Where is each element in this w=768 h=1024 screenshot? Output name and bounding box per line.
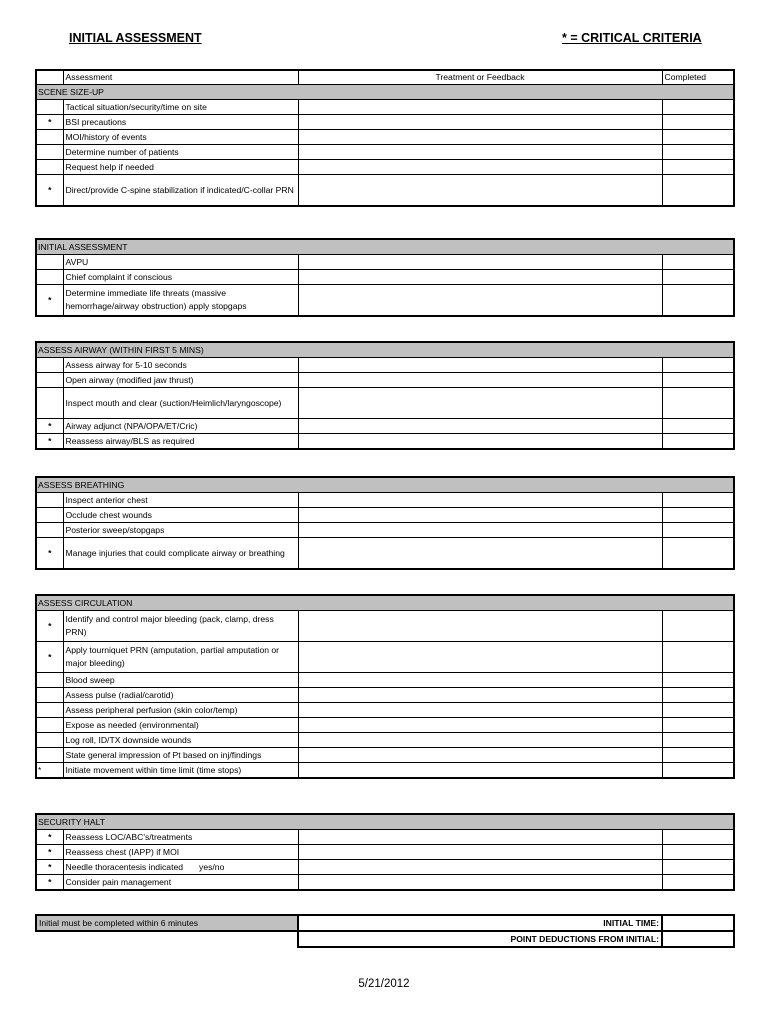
assessment-item-text: Assess peripheral perfusion (skin color/temp) [65,704,238,715]
table-row [36,493,734,508]
treatment-feedback-cell[interactable] [298,703,662,718]
critical-mark: * [36,285,63,317]
completed-cell[interactable] [662,270,734,285]
critical-mark [36,358,63,373]
critical-mark [36,508,63,523]
table-row [36,285,734,317]
point-deductions-label: POINT DEDUCTIONS FROM INITIAL: [298,931,662,947]
critical-mark: * [36,860,63,875]
assessment-item [63,145,298,160]
table-row [36,270,734,285]
completed-cell[interactable] [662,538,734,570]
assessment-item [63,688,298,703]
treatment-feedback-cell[interactable] [298,115,662,130]
assessment-item-text: Airway adjunct (NPA/OPA/ET/Cric) [65,420,198,431]
assessment-item [63,763,298,779]
critical-mark: * [36,830,63,845]
completed-cell[interactable] [662,508,734,523]
assessment-column-header: Assessment [63,70,298,85]
treatment-feedback-cell[interactable] [298,830,662,845]
critical-mark [36,733,63,748]
treatment-feedback-cell[interactable] [298,538,662,570]
assessment-item [63,493,298,508]
footer-table [35,914,735,948]
initial-time-label: INITIAL TIME: [298,915,662,931]
section-title: ASSESS BREATHING [36,477,734,493]
completed-cell[interactable] [662,115,734,130]
treatment-feedback-cell[interactable] [298,100,662,115]
assessment-item-text: Request help if needed [65,161,154,172]
initial-time-field[interactable] [662,915,734,931]
table-row [36,388,734,419]
assessment-item-text: Determine number of patients [65,146,179,157]
section-header-row [36,814,734,830]
completed-cell[interactable] [662,493,734,508]
critical-mark: * [36,763,63,779]
critical-mark [36,673,63,688]
assessment-item [63,845,298,860]
assessment-item-text: Assess pulse (radial/carotid) [65,689,174,700]
treatment-feedback-cell[interactable] [298,145,662,160]
table-row [36,875,734,891]
critical-mark: * [36,611,63,642]
assessment-item-text: Determine immediate life threats (massive hemorrhage/airway obstruction) apply stopgaps [65,288,247,311]
assessment-item [63,875,298,891]
table-row [36,538,734,570]
section-header-row [36,595,734,611]
table-row [36,860,734,875]
table-row [36,419,734,434]
table-row [36,434,734,450]
table-row [36,733,734,748]
assessment-item [63,718,298,733]
assessment-item-text: Inspect mouth and clear (suction/Heimlich/laryngoscope) [65,397,282,408]
completed-cell[interactable] [662,145,734,160]
scene-size-up-table [35,69,735,207]
assessment-item-text: Consider pain management [65,876,172,887]
treatment-feedback-cell[interactable] [298,358,662,373]
assessment-item-text: Log roll, ID/TX downside wounds [65,734,192,745]
completed-cell[interactable] [662,358,734,373]
yes-no-option[interactable]: yes/no [199,861,225,872]
table-row [36,845,734,860]
table-row [36,673,734,688]
critical-mark [36,493,63,508]
critical-mark: * [36,175,63,207]
critical-mark [36,703,63,718]
assess-circulation-table [35,594,735,779]
section-header-row [36,342,734,358]
completed-cell[interactable] [662,130,734,145]
section-title: INITIAL ASSESSMENT [36,239,734,255]
completed-cell[interactable] [662,523,734,538]
assessment-item [63,358,298,373]
completed-column-header: Completed [662,70,734,85]
assessment-item [63,642,298,673]
assessment-item [63,175,298,207]
treatment-feedback-cell[interactable] [298,611,662,642]
table-row [36,130,734,145]
assessment-item [63,703,298,718]
completed-cell[interactable] [662,255,734,270]
treatment-feedback-cell[interactable] [298,763,662,779]
treatment-feedback-cell[interactable] [298,733,662,748]
assessment-item [63,100,298,115]
treatment-feedback-cell[interactable] [298,493,662,508]
critical-mark [36,388,63,419]
assessment-item-text: Reassess LOC/ABC's/treatments [65,831,193,842]
assessment-item [63,523,298,538]
table-row [36,100,734,115]
critical-mark [36,100,63,115]
treatment-feedback-cell[interactable] [298,285,662,317]
critical-mark [36,688,63,703]
completed-cell[interactable] [662,763,734,779]
assessment-item-text: MOI/history of events [65,131,147,142]
document-date: 5/21/2012 [358,978,410,990]
completed-cell[interactable] [662,673,734,688]
assessment-item-text: Expose as needed (environmental) [65,719,199,730]
critical-mark: * [36,845,63,860]
table-row [36,830,734,845]
assessment-item-text: Identify and control major bleeding (pack, clamp, dress PRN) [65,614,274,637]
critical-criteria-legend: * = CRITICAL CRITERIA [562,31,702,45]
completed-cell[interactable] [662,100,734,115]
table-row [36,642,734,673]
critical-mark: * [36,538,63,570]
treatment-feedback-cell[interactable] [298,523,662,538]
treatment-feedback-cell[interactable] [298,718,662,733]
completed-cell[interactable] [662,160,734,175]
assessment-item-text: State general impression of Pt based on inj/findings [65,749,262,760]
table-row [36,718,734,733]
assessment-item-text: Chief complaint if conscious [65,271,173,282]
treatment-feedback-cell[interactable] [298,419,662,434]
critical-mark: * [36,642,63,673]
section-header-row [36,85,734,100]
section-header-row [36,239,734,255]
completed-cell[interactable] [662,175,734,207]
completed-cell[interactable] [662,611,734,642]
assessment-item-text: Occlude chest wounds [65,509,152,520]
critical-mark: * [36,875,63,891]
assessment-item-text: Direct/provide C-spine stabilization if indicated/C-collar PRN [65,184,294,195]
section-title: ASSESS AIRWAY (WITHIN FIRST 5 MINS) [36,342,734,358]
critical-mark: * [36,115,63,130]
footer-row [36,915,734,931]
table-row [36,115,734,130]
critical-mark [36,748,63,763]
critical-mark: * [36,434,63,450]
assessment-item [63,115,298,130]
critical-mark [36,145,63,160]
treatment-feedback-cell[interactable] [298,508,662,523]
column-header-row [36,70,734,85]
treatment-feedback-cell[interactable] [298,642,662,673]
treatment-feedback-cell[interactable] [298,270,662,285]
assessment-item-text: Posterior sweep/stopgaps [65,524,165,535]
treatment-feedback-cell[interactable] [298,130,662,145]
completed-cell[interactable] [662,860,734,875]
treatment-feedback-cell[interactable] [298,373,662,388]
assessment-item [63,388,298,419]
completed-cell[interactable] [662,718,734,733]
completed-cell[interactable] [662,703,734,718]
table-row [36,145,734,160]
completed-cell[interactable] [662,733,734,748]
completed-cell[interactable] [662,419,734,434]
treatment-column-header: Treatment or Feedback [298,70,662,85]
initial-assessment-table [35,238,735,317]
completed-cell[interactable] [662,688,734,703]
treatment-feedback-cell[interactable] [298,255,662,270]
assessment-item-text: Initiate movement within time limit (time stops) [65,764,242,775]
assessment-item-text: BSI precautions [65,116,127,127]
assessment-item [63,673,298,688]
table-row [36,763,734,779]
completed-cell[interactable] [662,845,734,860]
assessment-item [63,733,298,748]
assess-breathing-table [35,476,735,570]
footer-row [36,931,734,947]
page-title: INITIAL ASSESSMENT [69,31,202,45]
completed-cell[interactable] [662,642,734,673]
completed-cell[interactable] [662,434,734,450]
table-row [36,255,734,270]
table-row [36,703,734,718]
assessment-item-text: Manage injuries that could complicate airway or breathing [65,547,285,558]
point-deductions-field[interactable] [662,931,734,947]
table-row [36,611,734,642]
section-title: SCENE SIZE-UP [36,85,734,100]
table-row [36,508,734,523]
assessment-item [63,508,298,523]
completed-cell[interactable] [662,830,734,845]
table-row [36,160,734,175]
assessment-item-text: Reassess airway/BLS as required [65,435,195,446]
table-row [36,523,734,538]
treatment-feedback-cell[interactable] [298,388,662,419]
table-row [36,175,734,207]
assessment-item [63,285,298,317]
treatment-feedback-cell[interactable] [298,673,662,688]
treatment-feedback-cell[interactable] [298,860,662,875]
assessment-item [63,611,298,642]
mark-column-header [36,70,63,85]
completed-cell[interactable] [662,285,734,317]
treatment-feedback-cell[interactable] [298,688,662,703]
assessment-item [63,419,298,434]
section-title: SECURITY HALT [36,814,734,830]
section-header-row [36,477,734,493]
assessment-item-text: Inspect anterior chest [65,494,148,505]
assessment-item [63,748,298,763]
completed-cell[interactable] [662,388,734,419]
treatment-feedback-cell[interactable] [298,160,662,175]
treatment-feedback-cell[interactable] [298,175,662,207]
assessment-item [63,860,298,875]
critical-mark [36,718,63,733]
assessment-item-text: Apply tourniquet PRN (amputation, partial amputation or major bleeding) [65,645,280,668]
completed-cell[interactable] [662,875,734,891]
assessment-item-text: Blood sweep [65,674,115,685]
assessment-item [63,130,298,145]
assessment-item [63,270,298,285]
security-halt-table [35,813,735,891]
table-row [36,748,734,763]
critical-mark: * [36,419,63,434]
treatment-feedback-cell[interactable] [298,748,662,763]
critical-mark [36,255,63,270]
section-title: ASSESS CIRCULATION [36,595,734,611]
critical-mark [36,160,63,175]
assessment-item [63,373,298,388]
treatment-feedback-cell[interactable] [298,875,662,891]
assessment-item [63,434,298,450]
assessment-item-text: AVPU [65,256,89,267]
table-row [36,688,734,703]
treatment-feedback-cell[interactable] [298,434,662,450]
assessment-item-text: Assess airway for 5-10 seconds [65,359,187,370]
critical-mark [36,373,63,388]
table-row [36,358,734,373]
assessment-item-text: Reassess chest (IAPP) if MOI [65,846,180,857]
completed-cell[interactable] [662,748,734,763]
table-row [36,373,734,388]
treatment-feedback-cell[interactable] [298,845,662,860]
assessment-item [63,538,298,570]
assess-airway-table [35,341,735,450]
time-limit-note: Initial must be completed within 6 minutes [36,915,298,931]
assessment-item-text: Needle thoracentesis indicated [65,861,184,872]
assessment-item [63,830,298,845]
assessment-item [63,255,298,270]
critical-mark [36,270,63,285]
completed-cell[interactable] [662,373,734,388]
critical-mark [36,523,63,538]
assessment-item [63,160,298,175]
assessment-item-text: Open airway (modified jaw thrust) [65,374,194,385]
assessment-item-text: Tactical situation/security/time on site [65,101,207,112]
critical-mark [36,130,63,145]
